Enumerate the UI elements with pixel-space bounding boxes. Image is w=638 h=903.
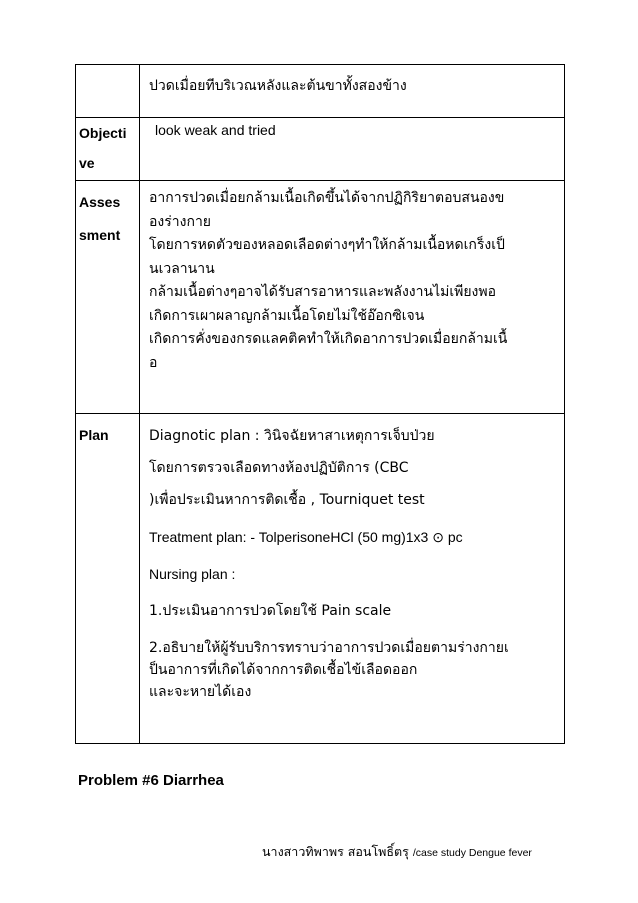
assessment-line: อาการปวดเมื่อยกล้ามเนื้อเกิดขึ้นได้จากปฏิกิริยาตอบสนองข bbox=[149, 190, 505, 206]
empty-label-cell bbox=[76, 65, 140, 118]
assessment-line: นเวลานาน bbox=[149, 260, 215, 277]
subjective-text: ปวดเมื่อยทีบริเวณหลังและต้นขาทั้งสองข้าง bbox=[149, 78, 407, 94]
nursing-plan-title: Nursing plan : bbox=[149, 566, 236, 582]
nursing-item-2-line: 2.อธิบายให้ผู้รับบริการทราบว่าอาการปวดเมื่อยตามร่างกายเ bbox=[149, 640, 509, 656]
page-footer bbox=[262, 842, 532, 862]
table-row-plan bbox=[76, 414, 565, 744]
assessment-label bbox=[76, 181, 140, 414]
objective-label bbox=[76, 118, 140, 181]
plan-label: Plan bbox=[76, 414, 140, 744]
diagnotic-plan-line: Diagnotic plan : วินิจฉัยหาสาเหตุการเจ็บป่วย bbox=[149, 428, 435, 444]
objective-label-part2: ve bbox=[79, 155, 95, 171]
problem-heading: Problem #6 Diarrhea bbox=[78, 772, 224, 789]
assessment-cell bbox=[140, 181, 565, 414]
nursing-item-1: 1.ประเมินอาการปวดโดยใช้ Pain scale bbox=[149, 603, 392, 619]
objective-text: look weak and tried bbox=[155, 122, 276, 138]
care-plan-table bbox=[75, 64, 565, 744]
table-row-subjective bbox=[76, 65, 565, 118]
assessment-label-part1: Asses bbox=[79, 194, 121, 210]
assessment-line: กล้ามเนื้อต่างๆอาจได้รับสารอาหารและพลังงานไม่เพียงพอ bbox=[149, 284, 497, 300]
assessment-label-part2: sment bbox=[79, 227, 121, 243]
treatment-plan: Treatment plan: - TolperisoneHCl (50 mg)1x3 ⊙ pc bbox=[149, 529, 463, 545]
plan-cell bbox=[140, 414, 565, 744]
assessment-line: อ bbox=[149, 354, 158, 371]
footer-author: นางสาวทิพาพร สอนโพธิ์ตรุ bbox=[262, 844, 409, 859]
diagnotic-plan-line: )เพื่อประเมินหาการติดเชื้อ , Tourniquet test bbox=[149, 492, 425, 508]
assessment-line: เกิดการเผาผลาญกล้ามเนื้อโดยไม่ใช้อ๊อกซิเจน bbox=[149, 307, 425, 324]
objective-label-part1: Objecti bbox=[79, 125, 127, 141]
nursing-item-2-line: และจะหายได้เอง bbox=[149, 684, 252, 700]
footer-note: /case study Dengue fever bbox=[412, 847, 532, 859]
table-row-assessment bbox=[76, 181, 565, 414]
table-row-objective bbox=[76, 118, 565, 181]
nursing-item-2-line: ป็นอาการที่เกิดได้จากการติดเชื้อไข้เลือดออก bbox=[149, 662, 418, 678]
assessment-line: เกิดการคั่งของกรดแลคติคทำให้เกิดอาการปวดเมื่อยกล้ามเนื้ bbox=[149, 331, 508, 347]
assessment-text bbox=[149, 181, 560, 375]
diagnotic-plan-line: โดยการตรวจเลือดทางห้องปฏิบัติการ (CBC bbox=[149, 460, 409, 476]
assessment-line: องร่างกาย bbox=[149, 213, 212, 230]
subjective-cell bbox=[140, 65, 565, 118]
objective-cell bbox=[140, 118, 565, 181]
assessment-line: โดยการหดตัวของหลอดเลือดต่างๆทำให้กล้ามเนื้อหดเกร็งเป็ bbox=[149, 237, 505, 253]
